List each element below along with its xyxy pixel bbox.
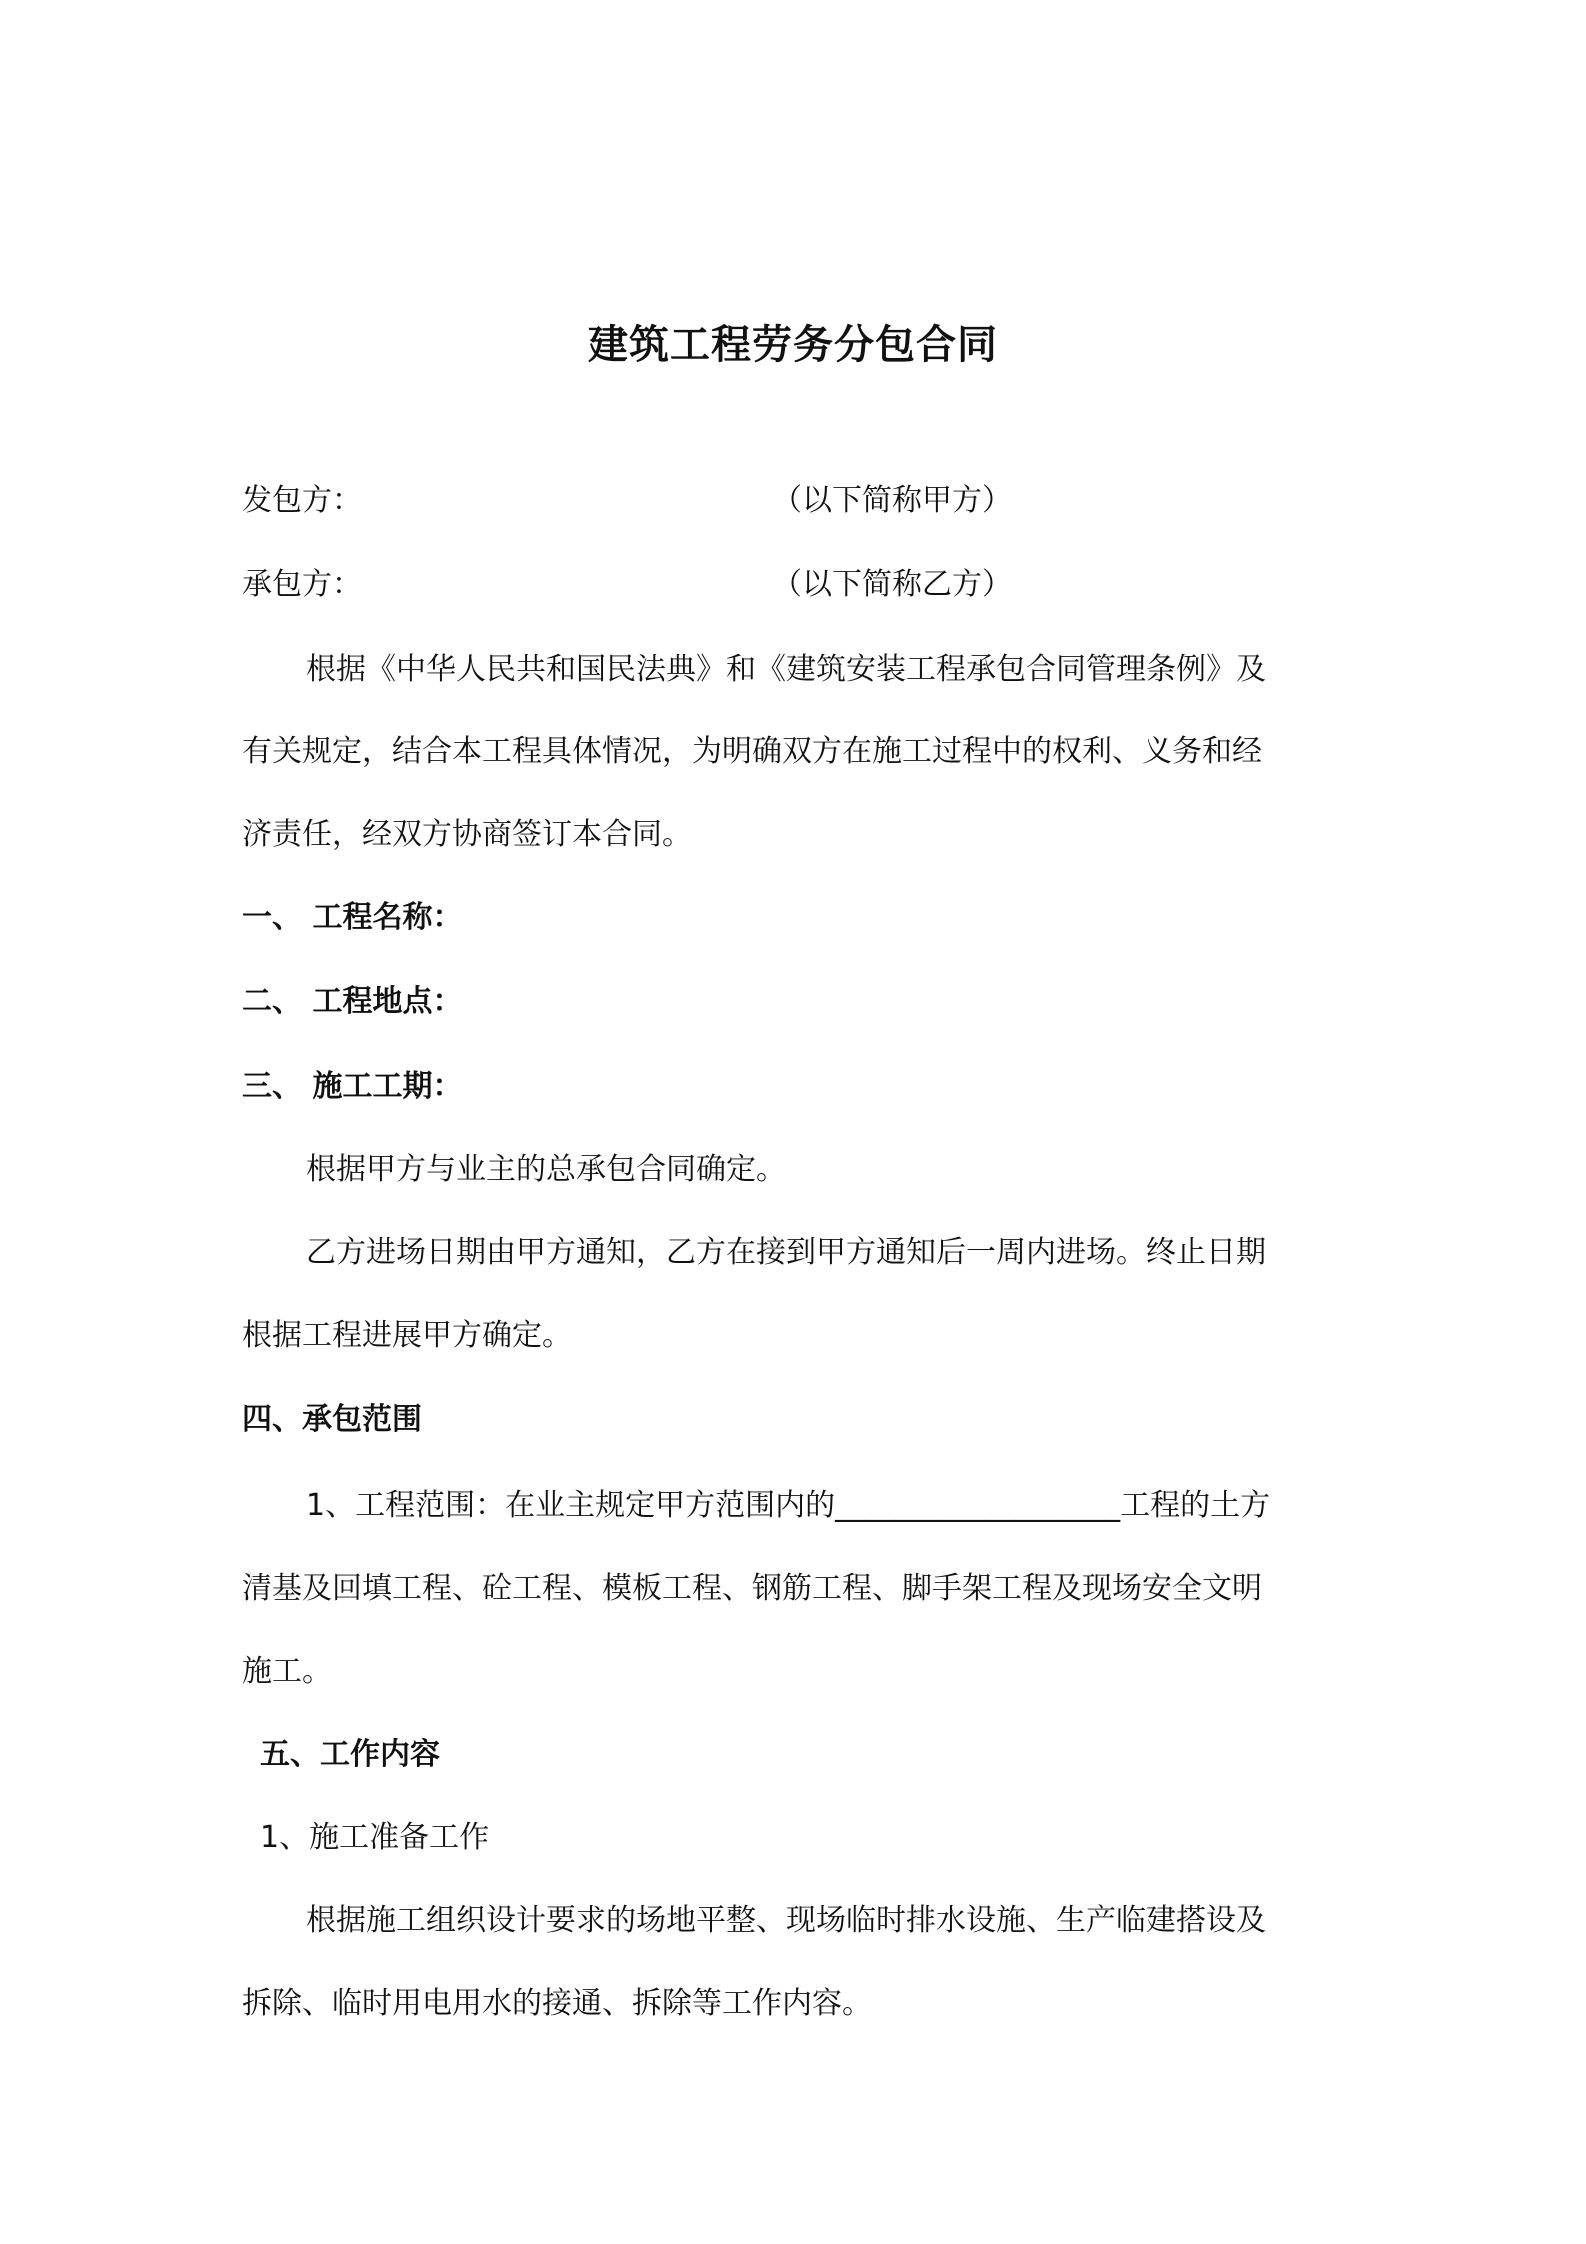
preparation-paragraph-line: 根据施工组织设计要求的场地平整、现场临时排水设施、生产临建搭设及 (306, 1903, 1266, 1938)
intro-paragraph-line: 济责任，经双方协商签订本合同。 (242, 817, 692, 852)
scope-paragraph-line: 清基及回填工程、砼工程、模板工程、钢筋工程、脚手架工程及现场安全文明 (242, 1571, 1262, 1606)
employer-line (242, 481, 362, 521)
entry-date-paragraph-line: 乙方进场日期由甲方通知，乙方在接到甲方通知后一周内进场。终止日期 (306, 1235, 1266, 1270)
intro-paragraph-line: 根据《中华人民共和国民法典》和《建筑安装工程承包合同管理条例》及 (306, 652, 1266, 687)
scope-paragraph-line: 1、工程范围：在业主规定甲方范围内的___________________工程的土方 (306, 1488, 1271, 1523)
section-heading-project-name: 一、 工程名称： (242, 900, 463, 935)
document-title: 建筑工程劳务分包合同 (588, 322, 998, 368)
contractor-label: 承包方： (242, 567, 362, 602)
preparation-paragraph-line: 拆除、临时用电用水的接通、拆除等工作内容。 (242, 1986, 872, 2021)
period-paragraph: 根据甲方与业主的总承包合同确定。 (306, 1152, 786, 1187)
section-heading-contract-scope: 四、承包范围 (242, 1402, 422, 1437)
contractor-line (242, 565, 362, 605)
scope-paragraph-line: 施工。 (242, 1654, 332, 1689)
contractor-abbreviation: （以下简称乙方） (772, 567, 1012, 602)
entry-date-paragraph-line: 根据工程进展甲方确定。 (242, 1318, 572, 1353)
subsection-heading-preparation: 1、施工准备工作 (260, 1820, 490, 1855)
section-heading-project-location: 二、 工程地点： (242, 984, 463, 1019)
employer-label: 发包方： (242, 483, 362, 518)
employer-abbreviation: （以下简称甲方） (772, 483, 1012, 518)
section-heading-construction-period: 三、 施工工期： (242, 1069, 463, 1104)
section-heading-work-content: 五、工作内容 (260, 1737, 440, 1772)
intro-paragraph-line: 有关规定，结合本工程具体情况，为明确双方在施工过程中的权利、义务和经 (242, 734, 1262, 769)
